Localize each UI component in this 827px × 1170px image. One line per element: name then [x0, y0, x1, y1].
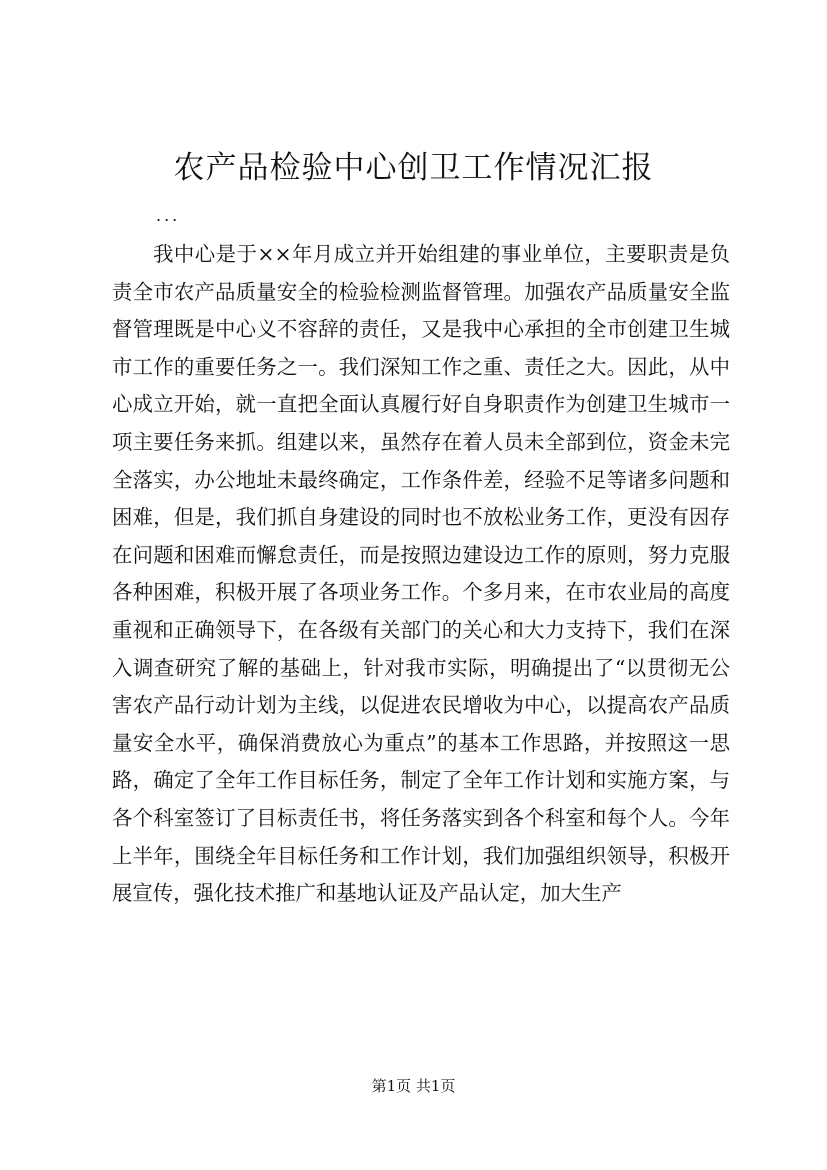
document-title: 农产品检验中心创卫工作情况汇报 — [173, 150, 654, 186]
page-footer: 第1页 共1页 — [371, 1077, 456, 1095]
body-paragraph: 我中心是于××年月成立并开始组建的事业单位，主要职责是负责全市农产品质量安全的检验检测监督管理。加强农产品质量安全监督管理既是中心义不容辞的责任，又是我中心承担的全市创建卫生城市工作的重要任务之一。我们深知工作之重、责任之大。因此，从中心成立开始，就一直把全面认真履行好自身职责作为创建卫生城市一项主要任务来抓。组建以来，虽然存在着人员未全部到位，资金未完全落实，办公地址未最终确定，工作条件差，经验不足等诸多问题和困难，但是，我们抓自身建设的同时也不放松业务工作，更没有因存在问题和困难而懈怠责任，而是按照边建设边工作的原则，努力克服各种困难，积极开展了各项业务工作。个多月来，在市农业局的高度重视和正确领导下，在各级有关部门的关心和大力支持下，我们在深入调查研究了解的基础上，针对我市实际，明确提出了“以贯彻无公害农产品行动计划为主线，以促进农民增收为中心，以提高农产品质量安全水平，确保消费放心为重点”的基本工作思路，并按照这一思路，确定了全年工作目标任务，制定了全年工作计划和实施方案，与各个科室签订了目标责任书，将任务落实到各个科室和每个人。今年上半年，围绕全年目标任务和工作计划，我们加强组织领导，积极开展宣传，强化技术推广和基地认证及产品认定，加大生产 — [112, 242, 730, 906]
ellipsis-marker: ... — [156, 206, 181, 225]
